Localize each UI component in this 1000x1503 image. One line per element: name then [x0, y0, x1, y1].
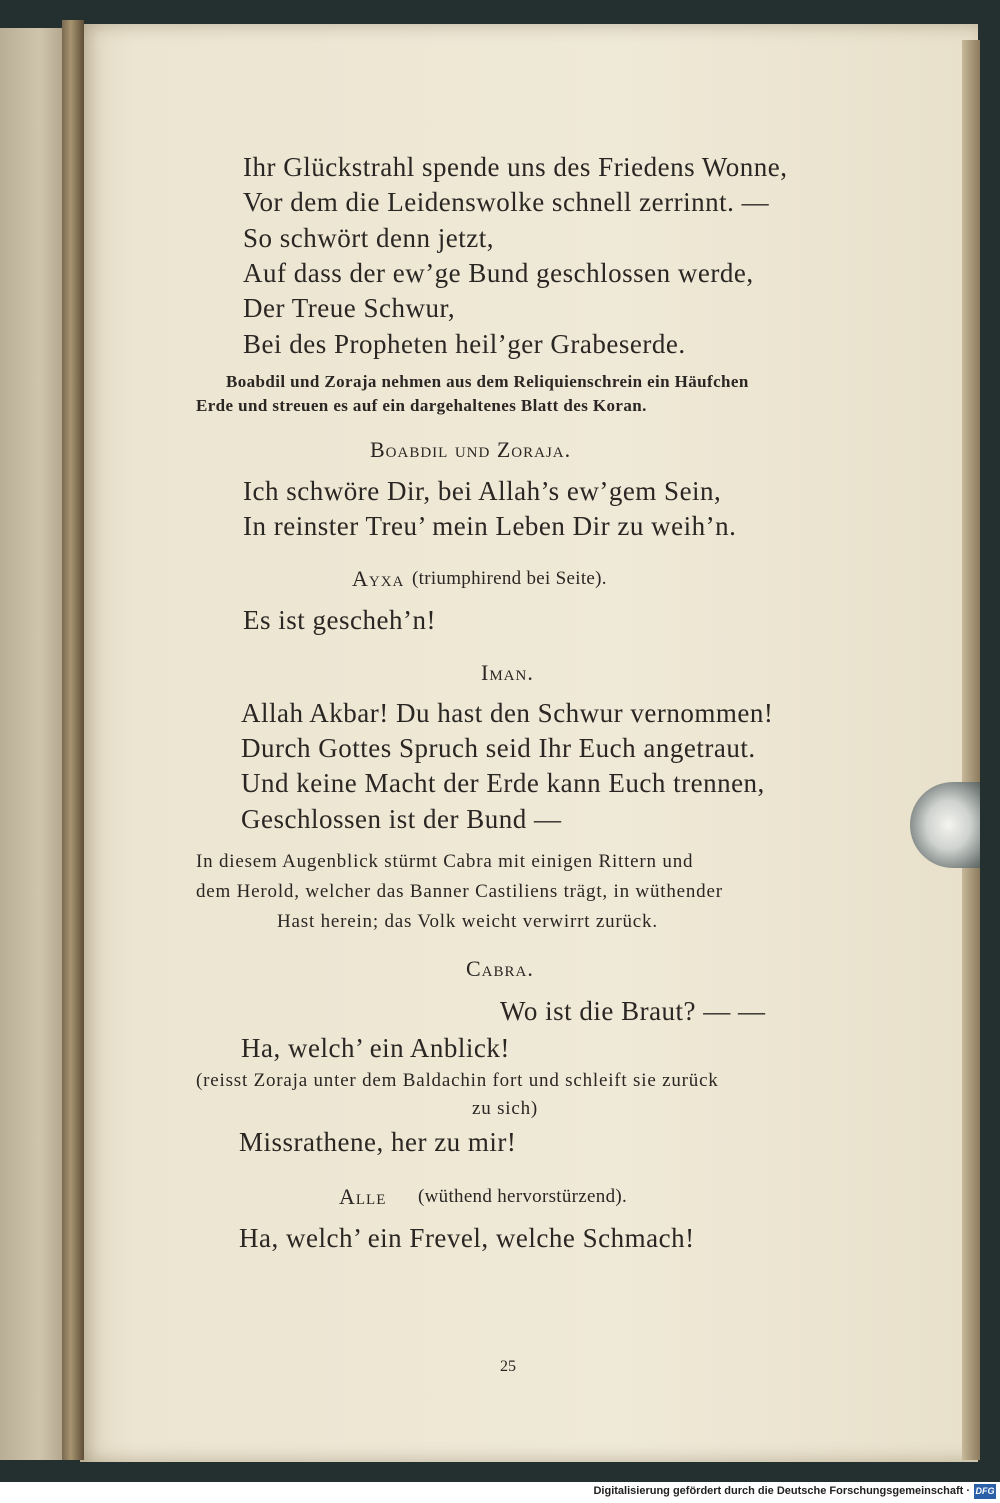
- speaker-name: Ayxa: [352, 566, 405, 591]
- stage-direction: Hast herein; das Volk weicht verwirrt zurück.: [277, 911, 658, 932]
- stage-direction: zu sich): [472, 1098, 539, 1119]
- stage-direction: (reisst Zoraja unter dem Baldachin fort und schleift sie zurück: [196, 1070, 719, 1091]
- verse-line: Bei des Propheten heil’ger Grabeserde.: [243, 329, 686, 359]
- book-spine: [62, 20, 84, 1460]
- speaker-name: Alle: [339, 1184, 387, 1209]
- dfg-logo-icon: DFG: [974, 1484, 996, 1499]
- speaker-note: (triumphirend bei Seite).: [412, 568, 607, 589]
- verse-line: Ha, welch’ ein Anblick!: [241, 1033, 510, 1063]
- verse-line: Geschlossen ist der Bund —: [241, 804, 562, 834]
- verse-line: Und keine Macht der Erde kann Euch trennen,: [241, 768, 765, 798]
- verse-line: Ha, welch’ ein Frevel, welche Schmach!: [239, 1223, 695, 1253]
- verse-line: Ihr Glückstrahl spende uns des Friedens Wonne,: [243, 152, 788, 182]
- stage-direction: Boabdil und Zoraja nehmen aus dem Reliquienschrein ein Häufchen: [226, 372, 749, 391]
- stage-direction: In diesem Augenblick stürmt Cabra mit einigen Rittern und: [196, 851, 694, 872]
- speaker-name: Cabra.: [466, 956, 534, 981]
- verse-line: Es ist gescheh’n!: [243, 605, 436, 635]
- verse-line: Ich schwöre Dir, bei Allah’s ew’gem Sein,: [243, 476, 722, 506]
- speaker-name: Iman.: [481, 660, 534, 685]
- speaker-name: Boabdil und Zoraja.: [370, 437, 572, 462]
- verse-line: Wo ist die Braut? — —: [500, 996, 766, 1026]
- verse-line: In reinster Treu’ mein Leben Dir zu weih’n.: [243, 511, 737, 541]
- page-number: 25: [500, 1358, 516, 1375]
- verse-line: Missrathene, her zu mir!: [239, 1127, 517, 1157]
- verse-line: Der Treue Schwur,: [243, 293, 456, 323]
- stage-direction: dem Herold, welcher das Banner Castiliens trägt, in wüthender: [196, 881, 723, 902]
- speaker-note: (wüthend hervorstürzend).: [418, 1186, 628, 1207]
- verse-line: Allah Akbar! Du hast den Schwur vernommen!: [241, 698, 774, 728]
- verse-line: Durch Gottes Spruch seid Ihr Euch angetraut.: [241, 733, 756, 763]
- verse-line: Vor dem die Leidenswolke schnell zerrinnt. —: [243, 187, 770, 217]
- digitization-credit: Digitalisierung gefördert durch die Deutsche Forschungsgemeinschaft ·: [593, 1485, 970, 1497]
- page-fore-edge: [962, 40, 980, 1460]
- stage-direction: Erde und streuen es auf ein dargehaltenes Blatt des Koran.: [196, 396, 647, 415]
- verse-line: Auf dass der ew’ge Bund geschlossen werde,: [243, 258, 754, 288]
- verse-line: So schwört denn jetzt,: [243, 223, 494, 253]
